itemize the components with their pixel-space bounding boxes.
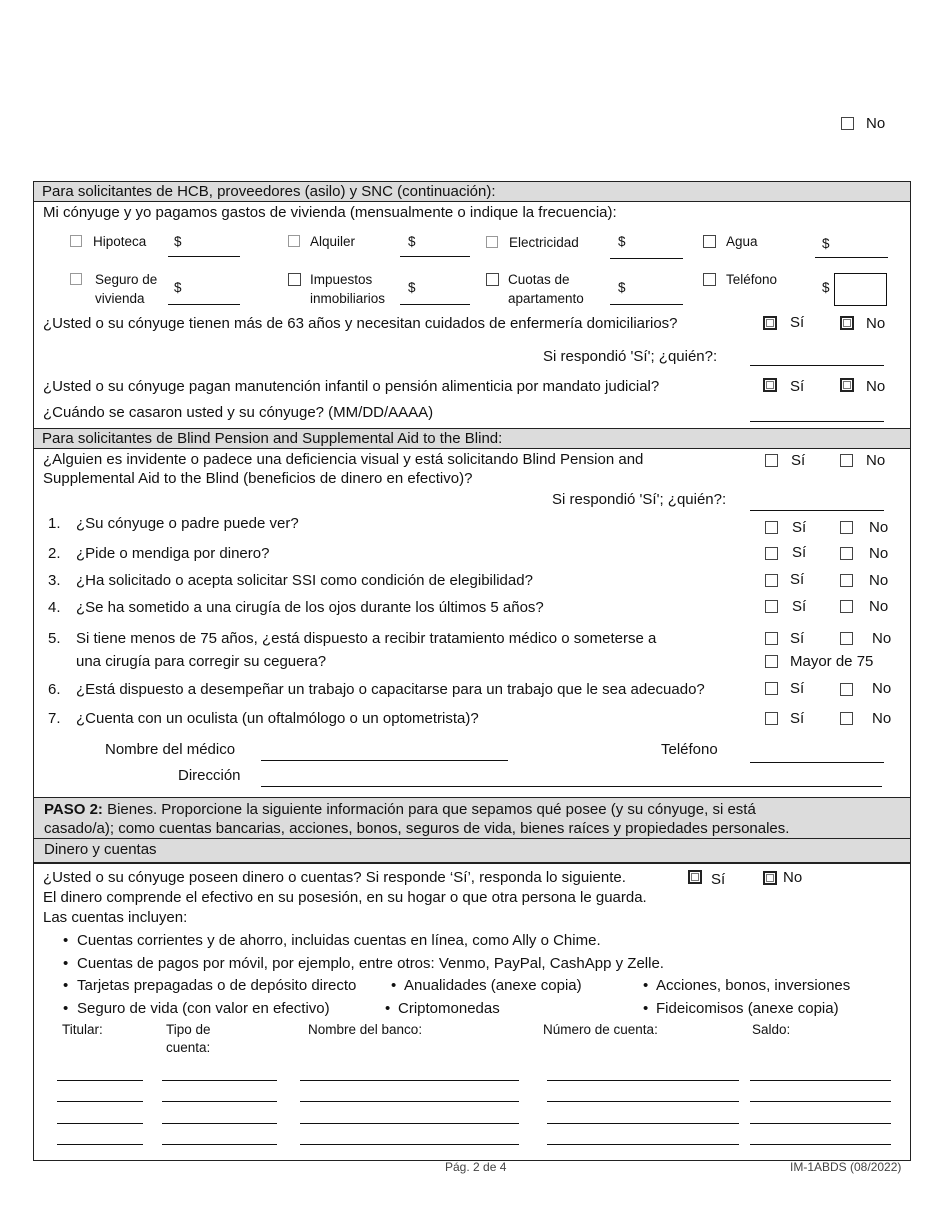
doctor-name-label: Nombre del médico xyxy=(105,741,236,758)
doctor-phone-label: Teléfono xyxy=(661,741,718,758)
no-label: No xyxy=(869,519,889,536)
question-text: una cirugía para corregir su ceguera? xyxy=(76,653,327,670)
currency: $ xyxy=(174,280,182,295)
bank-field[interactable] xyxy=(300,1144,519,1145)
rent-label: Alquiler xyxy=(310,234,356,249)
bullet: • xyxy=(643,1000,649,1017)
property-tax-label-2: inmobiliarios xyxy=(310,291,386,306)
if-yes-who-label: Si respondió 'Sí'; ¿quién?: xyxy=(552,491,727,508)
type-field[interactable] xyxy=(162,1101,277,1102)
question-number: 2. xyxy=(48,545,61,562)
step-text-2: casado/a); como cuentas bancarias, acciones, bonos, seguros de vida, bienes raíces y propiedades personales. xyxy=(44,820,790,837)
yes-label: Sí xyxy=(792,519,807,536)
yes-label: Sí xyxy=(791,452,806,469)
bullet: • xyxy=(63,955,69,972)
currency: $ xyxy=(822,280,830,295)
balance-field[interactable] xyxy=(750,1123,891,1124)
hoa-fees-label-2: apartamento xyxy=(508,291,584,306)
column-header-account-number: Número de cuenta: xyxy=(543,1022,658,1037)
electricity-label: Electricidad xyxy=(509,235,579,250)
water-label: Agua xyxy=(726,234,758,249)
question-number: 1. xyxy=(48,515,61,532)
bullet-item: Acciones, bonos, inversiones xyxy=(656,977,851,994)
yes-label: Sí xyxy=(711,871,726,888)
currency: $ xyxy=(618,280,626,295)
doctor-address-label: Dirección xyxy=(178,767,241,784)
page-number: Pág. 2 de 4 xyxy=(445,1160,507,1174)
bullet: • xyxy=(63,1000,69,1017)
no-label: No xyxy=(869,598,889,615)
balance-field[interactable] xyxy=(750,1101,891,1102)
question-text: ¿Cuenta con un oculista (un oftalmólogo o un optometrista)? xyxy=(76,710,479,727)
currency: $ xyxy=(408,234,416,249)
question-text: Si tiene menos de 75 años, ¿está dispuesto a recibir tratamiento médico o someterse a xyxy=(76,630,657,647)
type-field[interactable] xyxy=(162,1144,277,1145)
question-number: 4. xyxy=(48,599,61,616)
question-text: ¿Está dispuesto a desempeñar un trabajo o capacitarse para un trabajo que le sea adecuado? xyxy=(76,681,705,698)
no-label: No xyxy=(872,680,892,697)
step-title: PASO 2: xyxy=(44,801,103,818)
section-title: Para solicitantes de HCB, proveedores (asilo) y SNC (continuación): xyxy=(42,183,496,200)
no-label: No xyxy=(866,315,886,332)
account-number-field[interactable] xyxy=(547,1101,739,1102)
phone-label: Teléfono xyxy=(726,272,778,287)
hoa-fees-label: Cuotas de xyxy=(508,272,570,287)
question-money: ¿Usted o su cónyuge poseen dinero o cuentas? Si responde ‘Sí’, responda lo siguiente. xyxy=(43,869,626,886)
bullet-item: Anualidades (anexe copia) xyxy=(404,977,582,994)
holder-field[interactable] xyxy=(57,1144,143,1145)
bullet-item: Seguro de vida (con valor en efectivo) xyxy=(77,1000,330,1017)
question-number: 3. xyxy=(48,572,61,589)
currency: $ xyxy=(408,280,416,295)
yes-label: Sí xyxy=(790,680,805,697)
cash-definition: El dinero comprende el efectivo en su posesión, en su hogar o que otra persona le guarda. xyxy=(43,889,647,906)
no-label: No xyxy=(869,545,889,562)
home-insurance-label-2: vivienda xyxy=(95,291,145,306)
question-text: ¿Su cónyuge o padre puede ver? xyxy=(76,515,299,532)
question-blind-1: ¿Alguien es invidente o padece una deficiencia visual y está solicitando Blind Pension and xyxy=(43,451,644,468)
bullet-item: Fideicomisos (anexe copia) xyxy=(656,1000,839,1017)
account-number-field[interactable] xyxy=(547,1123,739,1124)
type-field[interactable] xyxy=(162,1080,277,1081)
no-label: No xyxy=(866,378,886,395)
bullet-item: Criptomonedas xyxy=(398,1000,500,1017)
bullet: • xyxy=(391,977,397,994)
bank-field[interactable] xyxy=(300,1123,519,1124)
type-field[interactable] xyxy=(162,1123,277,1124)
bullet-item: Cuentas de pagos por móvil, por ejemplo, entre otros: Venmo, PayPal, CashApp y Zelle. xyxy=(77,955,664,972)
balance-field[interactable] xyxy=(750,1080,891,1081)
currency: $ xyxy=(174,234,182,249)
currency: $ xyxy=(822,236,830,251)
currency: $ xyxy=(618,234,626,249)
yes-label: Sí xyxy=(792,544,807,561)
balance-field[interactable] xyxy=(750,1144,891,1145)
expenses-intro: Mi cónyuge y yo pagamos gastos de vivienda (mensualmente o indique la frecuencia): xyxy=(43,204,617,221)
property-tax-label: Impuestos xyxy=(310,272,373,287)
question-text: ¿Ha solicitado o acepta solicitar SSI como condición de elegibilidad? xyxy=(76,572,533,589)
no-label: No xyxy=(783,869,803,886)
column-header-type-2: cuenta: xyxy=(166,1040,211,1055)
no-label: No xyxy=(866,452,886,469)
yes-label: Sí xyxy=(790,571,805,588)
question-number: 5. xyxy=(48,630,61,647)
no-label: No xyxy=(869,572,889,589)
holder-field[interactable] xyxy=(57,1123,143,1124)
column-header-holder: Titular: xyxy=(62,1022,103,1037)
account-number-field[interactable] xyxy=(547,1144,739,1145)
home-insurance-label: Seguro de xyxy=(95,272,158,287)
bullet: • xyxy=(63,977,69,994)
question-number: 7. xyxy=(48,710,61,727)
bank-field[interactable] xyxy=(300,1101,519,1102)
question-text: ¿Pide o mendiga por dinero? xyxy=(76,545,270,562)
bullet-item: Tarjetas prepagadas o de depósito directo xyxy=(77,977,357,994)
question-married: ¿Cuándo se casaron usted y su cónyuge? (MM/DD/AAAA) xyxy=(43,404,434,421)
bank-field[interactable] xyxy=(300,1080,519,1081)
column-header-bank: Nombre del banco: xyxy=(308,1022,423,1037)
yes-label: Sí xyxy=(790,378,805,395)
holder-field[interactable] xyxy=(57,1080,143,1081)
question-number: 6. xyxy=(48,681,61,698)
top-no-label: No xyxy=(866,115,886,132)
question-nursing: ¿Usted o su cónyuge tienen más de 63 años y necesitan cuidados de enfermería domiciliarios? xyxy=(43,315,678,332)
bullet-item: Cuentas corrientes y de ahorro, incluidas cuentas en línea, como Ally o Chime. xyxy=(77,932,601,949)
bullet: • xyxy=(643,977,649,994)
column-header-type: Tipo de xyxy=(166,1022,211,1037)
yes-label: Sí xyxy=(790,630,805,647)
account-number-field[interactable] xyxy=(547,1080,739,1081)
if-yes-who-label: Si respondió 'Sí'; ¿quién?: xyxy=(543,348,718,365)
yes-label: Sí xyxy=(790,314,805,331)
form-id: IM-1ABDS (08/2022) xyxy=(790,1160,902,1174)
over75-label: Mayor de 75 xyxy=(790,653,874,670)
yes-label: Sí xyxy=(792,598,807,615)
accounts-include: Las cuentas incluyen: xyxy=(43,909,188,926)
holder-field[interactable] xyxy=(57,1101,143,1102)
no-label: No xyxy=(872,710,892,727)
no-label: No xyxy=(872,630,892,647)
bullet: • xyxy=(385,1000,391,1017)
bullet: • xyxy=(63,932,69,949)
section-title: Dinero y cuentas xyxy=(44,841,157,858)
mortgage-label: Hipoteca xyxy=(93,234,147,249)
question-blind-2: Supplemental Aid to the Blind (beneficios de dinero en efectivo)? xyxy=(43,470,473,487)
step-text: Bienes. Proporcione la siguiente información para que sepamos qué posee (y su cónyuge, si está xyxy=(102,801,756,818)
question-text: ¿Se ha sometido a una cirugía de los ojos durante los últimos 5 años? xyxy=(76,599,544,616)
yes-label: Sí xyxy=(790,710,805,727)
question-support: ¿Usted o su cónyuge pagan manutención infantil o pensión alimenticia por mandato judicial? xyxy=(43,378,660,395)
column-header-balance: Saldo: xyxy=(752,1022,791,1037)
section-title: Para solicitantes de Blind Pension and Supplemental Aid to the Blind: xyxy=(42,430,503,447)
